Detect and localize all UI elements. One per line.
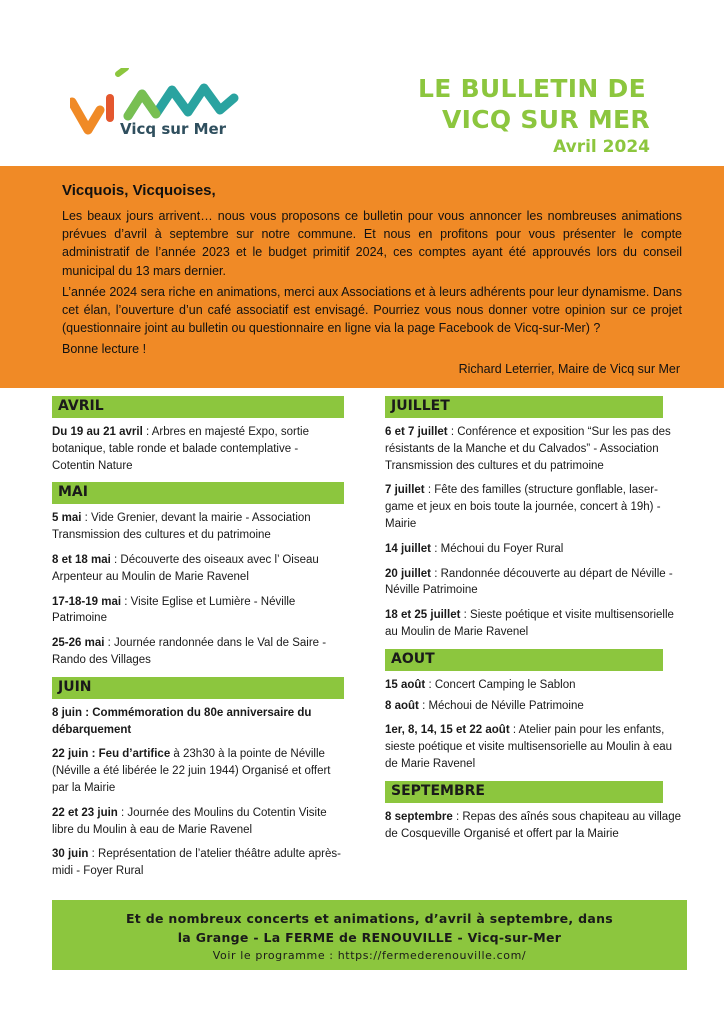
- event-date: 18 et 25 juillet: [385, 609, 461, 622]
- event-text: : Fête des familles (structure gonflable, laser-game et jeux en bois toute la journée, concert à 19h) - Mairie: [385, 484, 661, 530]
- event-item: [52, 705, 344, 739]
- event-date: 8 août: [385, 699, 419, 712]
- event-text: : Journée des Moulins du Cotentin Visite libre du Moulin à eau de Marie Ravenel: [52, 806, 327, 836]
- logo-text: Vicq sur Mer: [120, 120, 227, 138]
- event-text: : Randonnée découverte au départ de Néville - Néville Patrimoine: [385, 567, 673, 597]
- greeting: Vicquois, Vicquoises,: [62, 182, 216, 199]
- footer-program-link[interactable]: Voir le programme : https://fermederenouville.com/: [212, 949, 527, 962]
- event-date: 30 juin: [52, 848, 89, 861]
- intro-paragraph-1: Les beaux jours arrivent… nous vous proposons ce bulletin pour vous annoncer les nombreuses animations prévues d’avril à septembre sur notre commune. Et nous en profitons pour vous présenter le compte administratif de l’année 2023 et le budget primitif 2024, ces comptes ayant été approuvés lors du conseil municipal du 13 mars dernier.: [62, 209, 682, 278]
- event-text: : Représentation de l’atelier théâtre adulte après-midi - Foyer Rural: [52, 848, 341, 878]
- event-text: : Atelier pain pour les enfants, sieste poétique et visite multisensorielle au Moulin à eau de Marie Ravenel: [385, 724, 673, 770]
- left-column: [52, 396, 344, 888]
- event-date: 15 août: [385, 678, 426, 691]
- closing-text: Bonne lecture !: [62, 342, 147, 357]
- bulletin-date: Avril 2024: [553, 137, 650, 157]
- event-item: [52, 552, 344, 586]
- event-text: : Méchoui de Néville Patrimoine: [418, 699, 584, 712]
- event-item: [52, 510, 344, 544]
- month-header-avril: AVRIL: [52, 396, 344, 418]
- event-date: 20 juillet: [385, 567, 432, 580]
- bulletin-title-line2: VICQ SUR MER: [441, 105, 650, 134]
- event-item: [52, 424, 344, 474]
- event-text: : Vide Grenier, devant la mairie - Association Transmission des cultures et du patrimoine: [52, 512, 311, 542]
- month-header-septembre: SEPTEMBRE: [385, 781, 663, 803]
- event-text: à 23h30 à la pointe de Néville (Néville a été libérée le 22 juin 1944) Organisé et offert par la Mairie: [52, 748, 331, 794]
- event-date: Du 19 au 21 avril: [52, 426, 143, 438]
- event-date: 22 juin : Feu d’artifice: [52, 748, 171, 761]
- footer-line-2: la Grange - La FERME de RENOUVILLE - Vicq-sur-Mer: [177, 930, 562, 945]
- event-item: [385, 607, 685, 641]
- event-date: 1er, 8, 14, 15 et 22 août: [385, 724, 510, 737]
- event-item: [385, 541, 685, 558]
- bulletin-title-line1: LE BULLETIN DE: [417, 74, 646, 103]
- footer-line-1: Et de nombreux concerts et animations, d’avril à septembre, dans: [125, 911, 614, 926]
- event-text: : Sieste poétique et visite multisensorielle au Moulin de Marie Ravenel: [385, 609, 674, 638]
- month-header-mai: MAI: [52, 482, 344, 504]
- event-date: 22 et 23 juin: [52, 806, 118, 819]
- event-item: [385, 482, 685, 532]
- event-date: 17-18-19 mai: [52, 595, 122, 608]
- event-item: [52, 594, 344, 628]
- event-date: 25-26 mai: [52, 637, 105, 650]
- month-header-juillet: JUILLET: [385, 396, 663, 418]
- event-date: 6 et 7 juillet: [385, 426, 448, 438]
- intro-paragraph-2: L’année 2024 sera riche en animations, merci aux Associations et à leurs adhérents pour leur dynamisme. Dans cet élan, l’ouverture d’un café associatif est envisagé. Pourriez vous nous donner votre opinion sur ce projet (questionnaire joint au bulletin ou questionnaire en ligne via la page Facebook de Vicq-sur-Mer) ?: [62, 284, 682, 336]
- event-date: 8 septembre: [385, 810, 453, 823]
- event-date: 8 et 18 mai: [52, 553, 111, 566]
- event-text: : Concert Camping le Sablon: [425, 678, 576, 691]
- event-text: : Journée randonnée dans le Val de Saire - Rando des Villages: [52, 637, 327, 666]
- month-header-aout: AOUT: [385, 649, 663, 671]
- event-item: [385, 698, 685, 715]
- event-date: 5 mai: [52, 512, 82, 525]
- event-item: [52, 805, 344, 839]
- event-item: [52, 746, 344, 796]
- event-date: 8 juin : Commémoration du 80e anniversaire du débarquement: [52, 706, 312, 736]
- event-item: [385, 722, 685, 772]
- event-item: [52, 846, 344, 880]
- mayor-signature: Richard Leterrier, Maire de Vicq sur Mer: [458, 362, 680, 376]
- event-item: [385, 424, 685, 474]
- event-item: [52, 635, 344, 669]
- right-column: [385, 396, 685, 850]
- event-text: : Arbres en majesté Expo, sortie botanique, table ronde et balade contemplative - Cotentin Nature: [52, 426, 309, 472]
- event-date: 7 juillet: [385, 484, 425, 497]
- event-item: [385, 809, 685, 843]
- event-text: : Repas des aînés sous chapiteau au village de Cosqueville Organisé et offert par la Mairie: [385, 810, 681, 840]
- month-header-juin: JUIN: [52, 677, 344, 699]
- event-text: : Méchoui du Foyer Rural: [431, 542, 564, 555]
- event-text: : Visite Eglise et Lumière - Néville Patrimoine: [52, 595, 296, 625]
- event-item: [385, 677, 685, 694]
- intro-banner: [0, 166, 724, 388]
- footer-banner: [52, 900, 687, 970]
- event-item: [385, 566, 685, 600]
- event-date: 14 juillet: [385, 542, 432, 555]
- event-text: : Conférence et exposition “Sur les pas des résistants de la Manche et du Calvados” - Association Transmission des cultures et du patrimoine: [385, 426, 671, 472]
- event-text: : Découverte des oiseaux avec l’ Oiseau Arpenteur au Moulin de Marie Ravenel: [52, 553, 319, 583]
